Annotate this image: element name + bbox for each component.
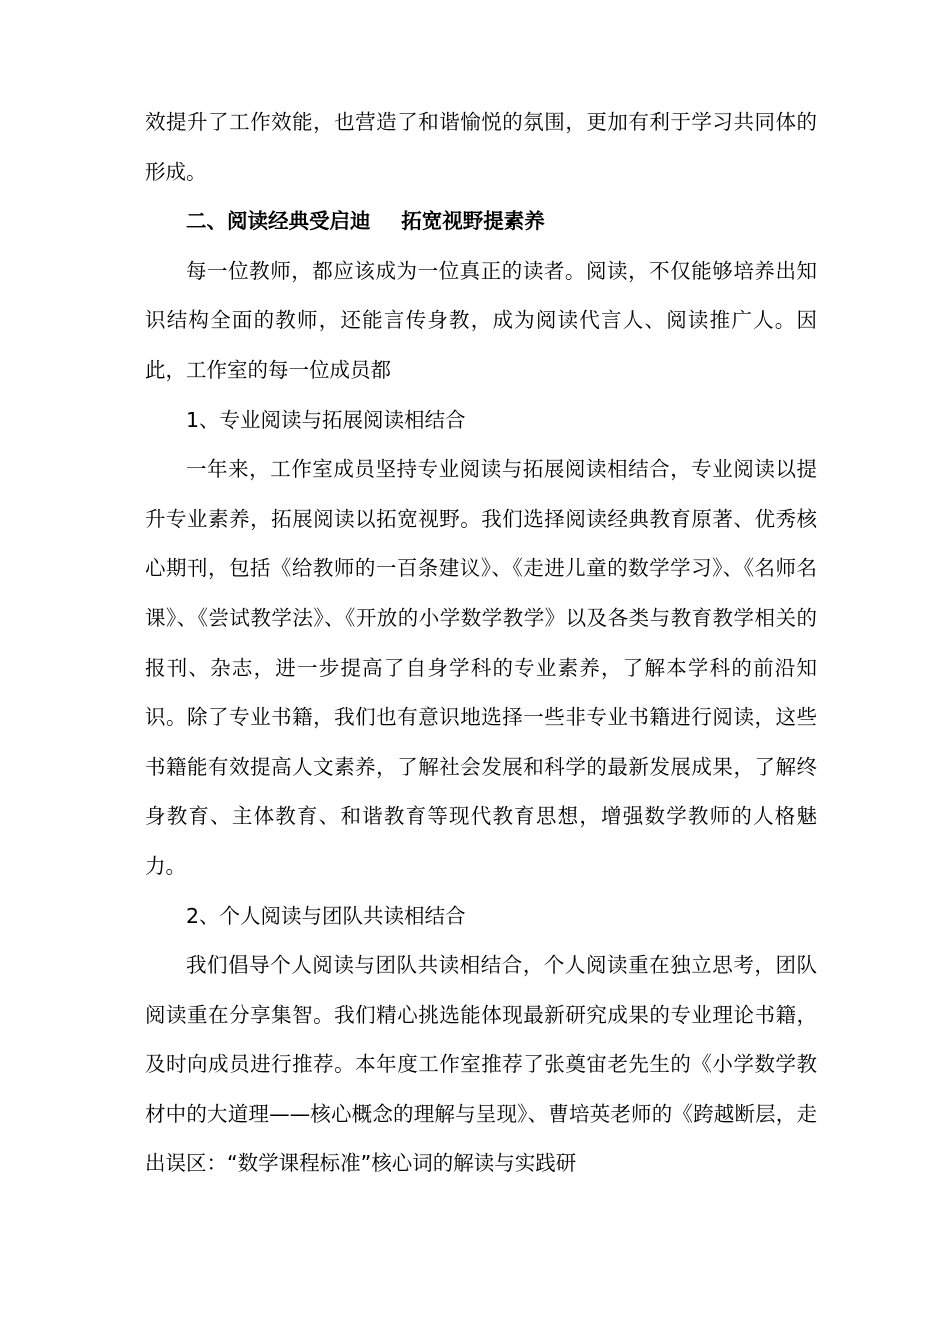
section-heading: [145, 197, 817, 247]
subheading-2: 2、个人阅读与团队共读相结合: [186, 903, 466, 928]
paragraph-team-reading: 我们倡导个人阅读与团队共读相结合，个人阅读重在独立思考，团队阅读重在分享集智。我们精心挑选能体现最新研究成果的专业理论书籍，及时向成员进行推荐。本年度工作室推荐了张奠宙老先生的《小学数学教材中的大道理——核心概念的理解与呈现》、曹培英老师的《跨越断层，走出误区：“数学课程标准”核心词的解读与实践研: [145, 953, 817, 1176]
paragraph-intro: 每一位教师，都应该成为一位真正的读者。阅读，不仅能够培养出知识结构全面的教师，还能言传身教，成为阅读代言人、阅读推广人。因此，工作室的每一位成员都: [145, 258, 817, 382]
paragraph-continuation: 效提升了工作效能，也营造了和谐愉悦的氛围，更加有利于学习共同体的形成。: [145, 110, 817, 184]
document-body: [145, 98, 817, 1189]
subheading-1: 1、专业阅读与拓展阅读相结合: [186, 407, 466, 432]
section-heading-part1: 二、阅读经典受启迪: [186, 209, 371, 234]
section-heading-part2: 拓宽视野提素养: [401, 209, 545, 234]
paragraph-professional-reading: 一年来，工作室成员坚持专业阅读与拓展阅读相结合，专业阅读以提升专业素养，拓展阅读以拓宽视野。我们选择阅读经典教育原著、优秀核心期刊，包括《给教师的一百条建议》、《走进儿童的数学学习》、《名师名课》、《尝试教学法》、《开放的小学数学教学》以及各类与教育教学相关的报刊、杂志，进一步提高了自身学科的专业素养，了解本学科的前沿知识。除了专业书籍，我们也有意识地选择一些非专业书籍进行阅读，这些书籍能有效提高人文素养，了解社会发展和科学的最新发展成果，了解终身教育、主体教育、和谐教育等现代教育思想，增强数学教师的人格魅力。: [145, 457, 817, 878]
